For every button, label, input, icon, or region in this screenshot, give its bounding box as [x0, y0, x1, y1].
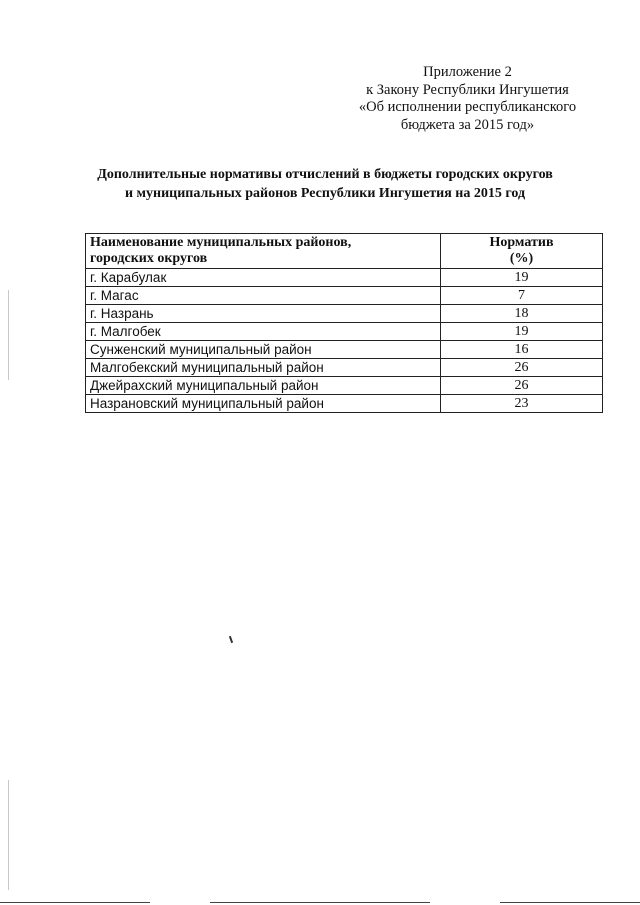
scan-bottom-line [0, 902, 150, 903]
scan-bottom-line [500, 902, 640, 903]
row-value-cell: 18 [441, 305, 603, 323]
appendix-line: «Об исполнении республиканского [358, 99, 577, 115]
scan-edge-mark [8, 290, 9, 380]
table-row [86, 359, 603, 377]
appendix-line: бюджета за 2015 год» [400, 116, 535, 133]
column-header-name [86, 234, 441, 269]
row-name-cell: Джейрахский муниципальный район [86, 377, 441, 395]
document-title [60, 165, 590, 203]
appendix-line: к Закону Республики Ингушетия [366, 81, 569, 98]
row-value-cell: 26 [441, 359, 603, 377]
scan-bottom-line [210, 902, 430, 903]
table-row [86, 305, 603, 323]
column-header-value [441, 234, 603, 269]
appendix-header [330, 64, 605, 134]
row-value-cell: 16 [441, 341, 603, 359]
column-header-name-line: Наименование муниципальных районов, [90, 235, 352, 250]
row-name-cell: г. Малгобек [86, 323, 441, 341]
row-value-cell: 7 [441, 287, 603, 305]
row-name-cell: г. Карабулак [86, 269, 441, 287]
row-name-cell: г. Магас [86, 287, 441, 305]
table-row [86, 269, 603, 287]
scan-speck [229, 636, 233, 643]
column-header-name-line: городских округов [90, 251, 208, 266]
table-header-row [86, 234, 603, 269]
table-row [86, 287, 603, 305]
title-line: Дополнительные нормативы отчислений в бюджеты городских округов [97, 167, 553, 182]
column-header-value-line: Норматив [489, 235, 554, 250]
table-row [86, 341, 603, 359]
row-name-cell: Сунженский муниципальный район [86, 341, 441, 359]
row-value-cell: 26 [441, 377, 603, 395]
row-name-cell: Малгобекский муниципальный район [86, 359, 441, 377]
row-value-cell: 19 [441, 269, 603, 287]
appendix-line: Приложение 2 [423, 64, 512, 80]
table-row [86, 377, 603, 395]
row-name-cell: г. Назрань [86, 305, 441, 323]
row-name-cell: Назрановский муниципальный район [86, 395, 441, 413]
table-row [86, 395, 603, 413]
column-header-value-line: (%) [509, 251, 534, 266]
scan-edge-mark [8, 780, 9, 890]
table-row [86, 323, 603, 341]
norms-table [85, 233, 603, 413]
row-value-cell: 23 [441, 395, 603, 413]
row-value-cell: 19 [441, 323, 603, 341]
title-line: и муниципальных районов Республики Ингушетия на 2015 год [124, 186, 526, 201]
